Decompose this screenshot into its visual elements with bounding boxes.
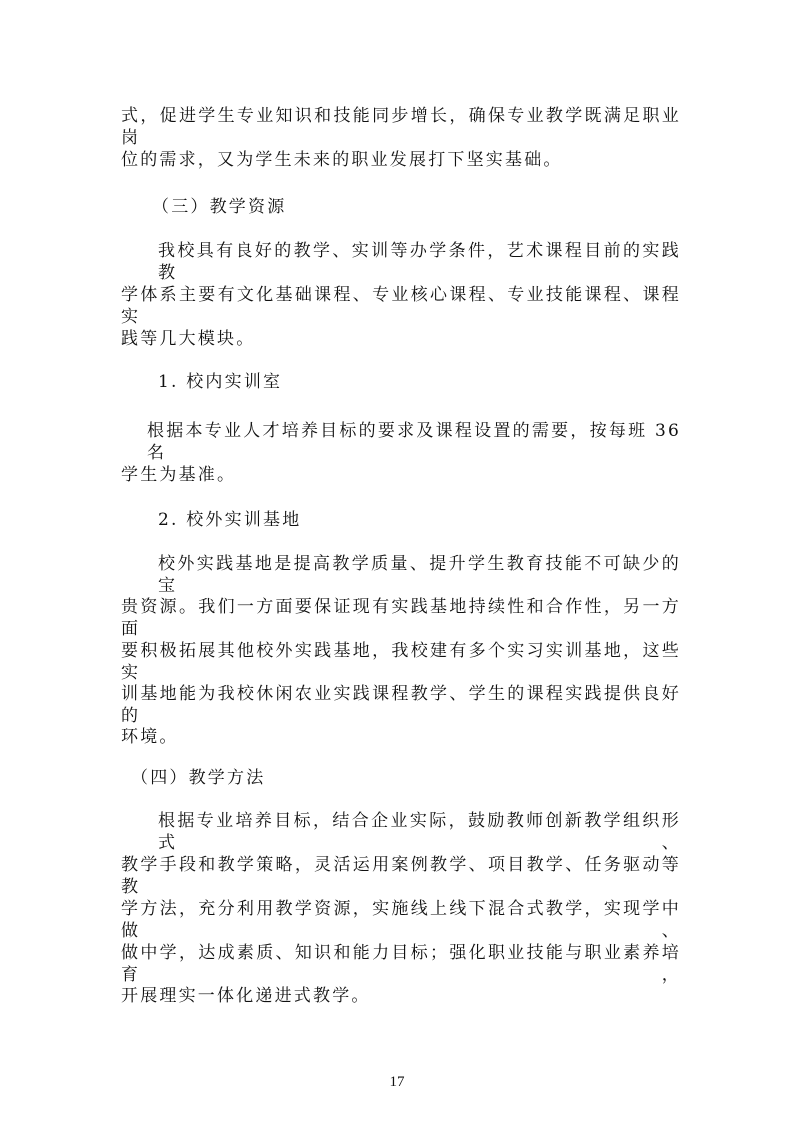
paragraph-line: 学方法，充分利用教学资源，实施线上线下混合式教学，实现学中做、	[121, 899, 681, 941]
paragraph-line: 教学手段和教学策略，灵活运用案例教学、项目教学、任务驱动等教	[121, 855, 681, 897]
paragraph-line: 校外实践基地是提高教学质量、提升学生教育技能不可缺少的宝	[158, 554, 681, 596]
paragraph-line: 式，促进学生专业知识和技能同步增长，确保专业教学既满足职业岗	[121, 106, 681, 148]
paragraph-line: 要积极拓展其他校外实践基地，我校建有多个实习实训基地，这些实	[121, 641, 681, 683]
paragraph-line: 贵资源。我们一方面要保证现有实践基地持续性和合作性，另一方面	[121, 597, 681, 639]
paragraph-line: 学生为基准。	[121, 465, 237, 485]
paragraph-line: 践等几大模块。	[121, 329, 256, 349]
subsection-heading: 2. 校外实训基地	[158, 510, 302, 530]
paragraph-line: 根据专业培养目标，结合企业实际，鼓励教师创新教学组织形式、	[158, 811, 681, 853]
page-number: 17	[389, 1074, 405, 1090]
paragraph-line: 根据本专业人才培养目标的要求及课程设置的需要，按每班 36 名	[147, 421, 681, 463]
paragraph-line: 训基地能为我校休闲农业实践课程教学、学生的课程实践提供良好的	[121, 684, 681, 726]
paragraph-line: 我校具有良好的教学、实训等办学条件，艺术课程目前的实践教	[158, 241, 681, 283]
paragraph-line: 环境。	[121, 727, 179, 747]
subsection-heading: 1. 校内实训室	[158, 372, 283, 392]
paragraph-line: 学体系主要有文化基础课程、专业核心课程、专业技能课程、课程实	[121, 285, 681, 327]
paragraph-line: 做中学，达成素质、知识和能力目标；强化职业技能与职业素养培育，	[121, 943, 681, 985]
section-heading: （三）教学资源	[152, 197, 287, 217]
paragraph-line: 开展理实一体化递进式教学。	[121, 986, 371, 1006]
paragraph-line: 位的需求，又为学生未来的职业发展打下坚实基础。	[121, 150, 563, 170]
section-heading: （四）教学方法	[131, 768, 266, 788]
